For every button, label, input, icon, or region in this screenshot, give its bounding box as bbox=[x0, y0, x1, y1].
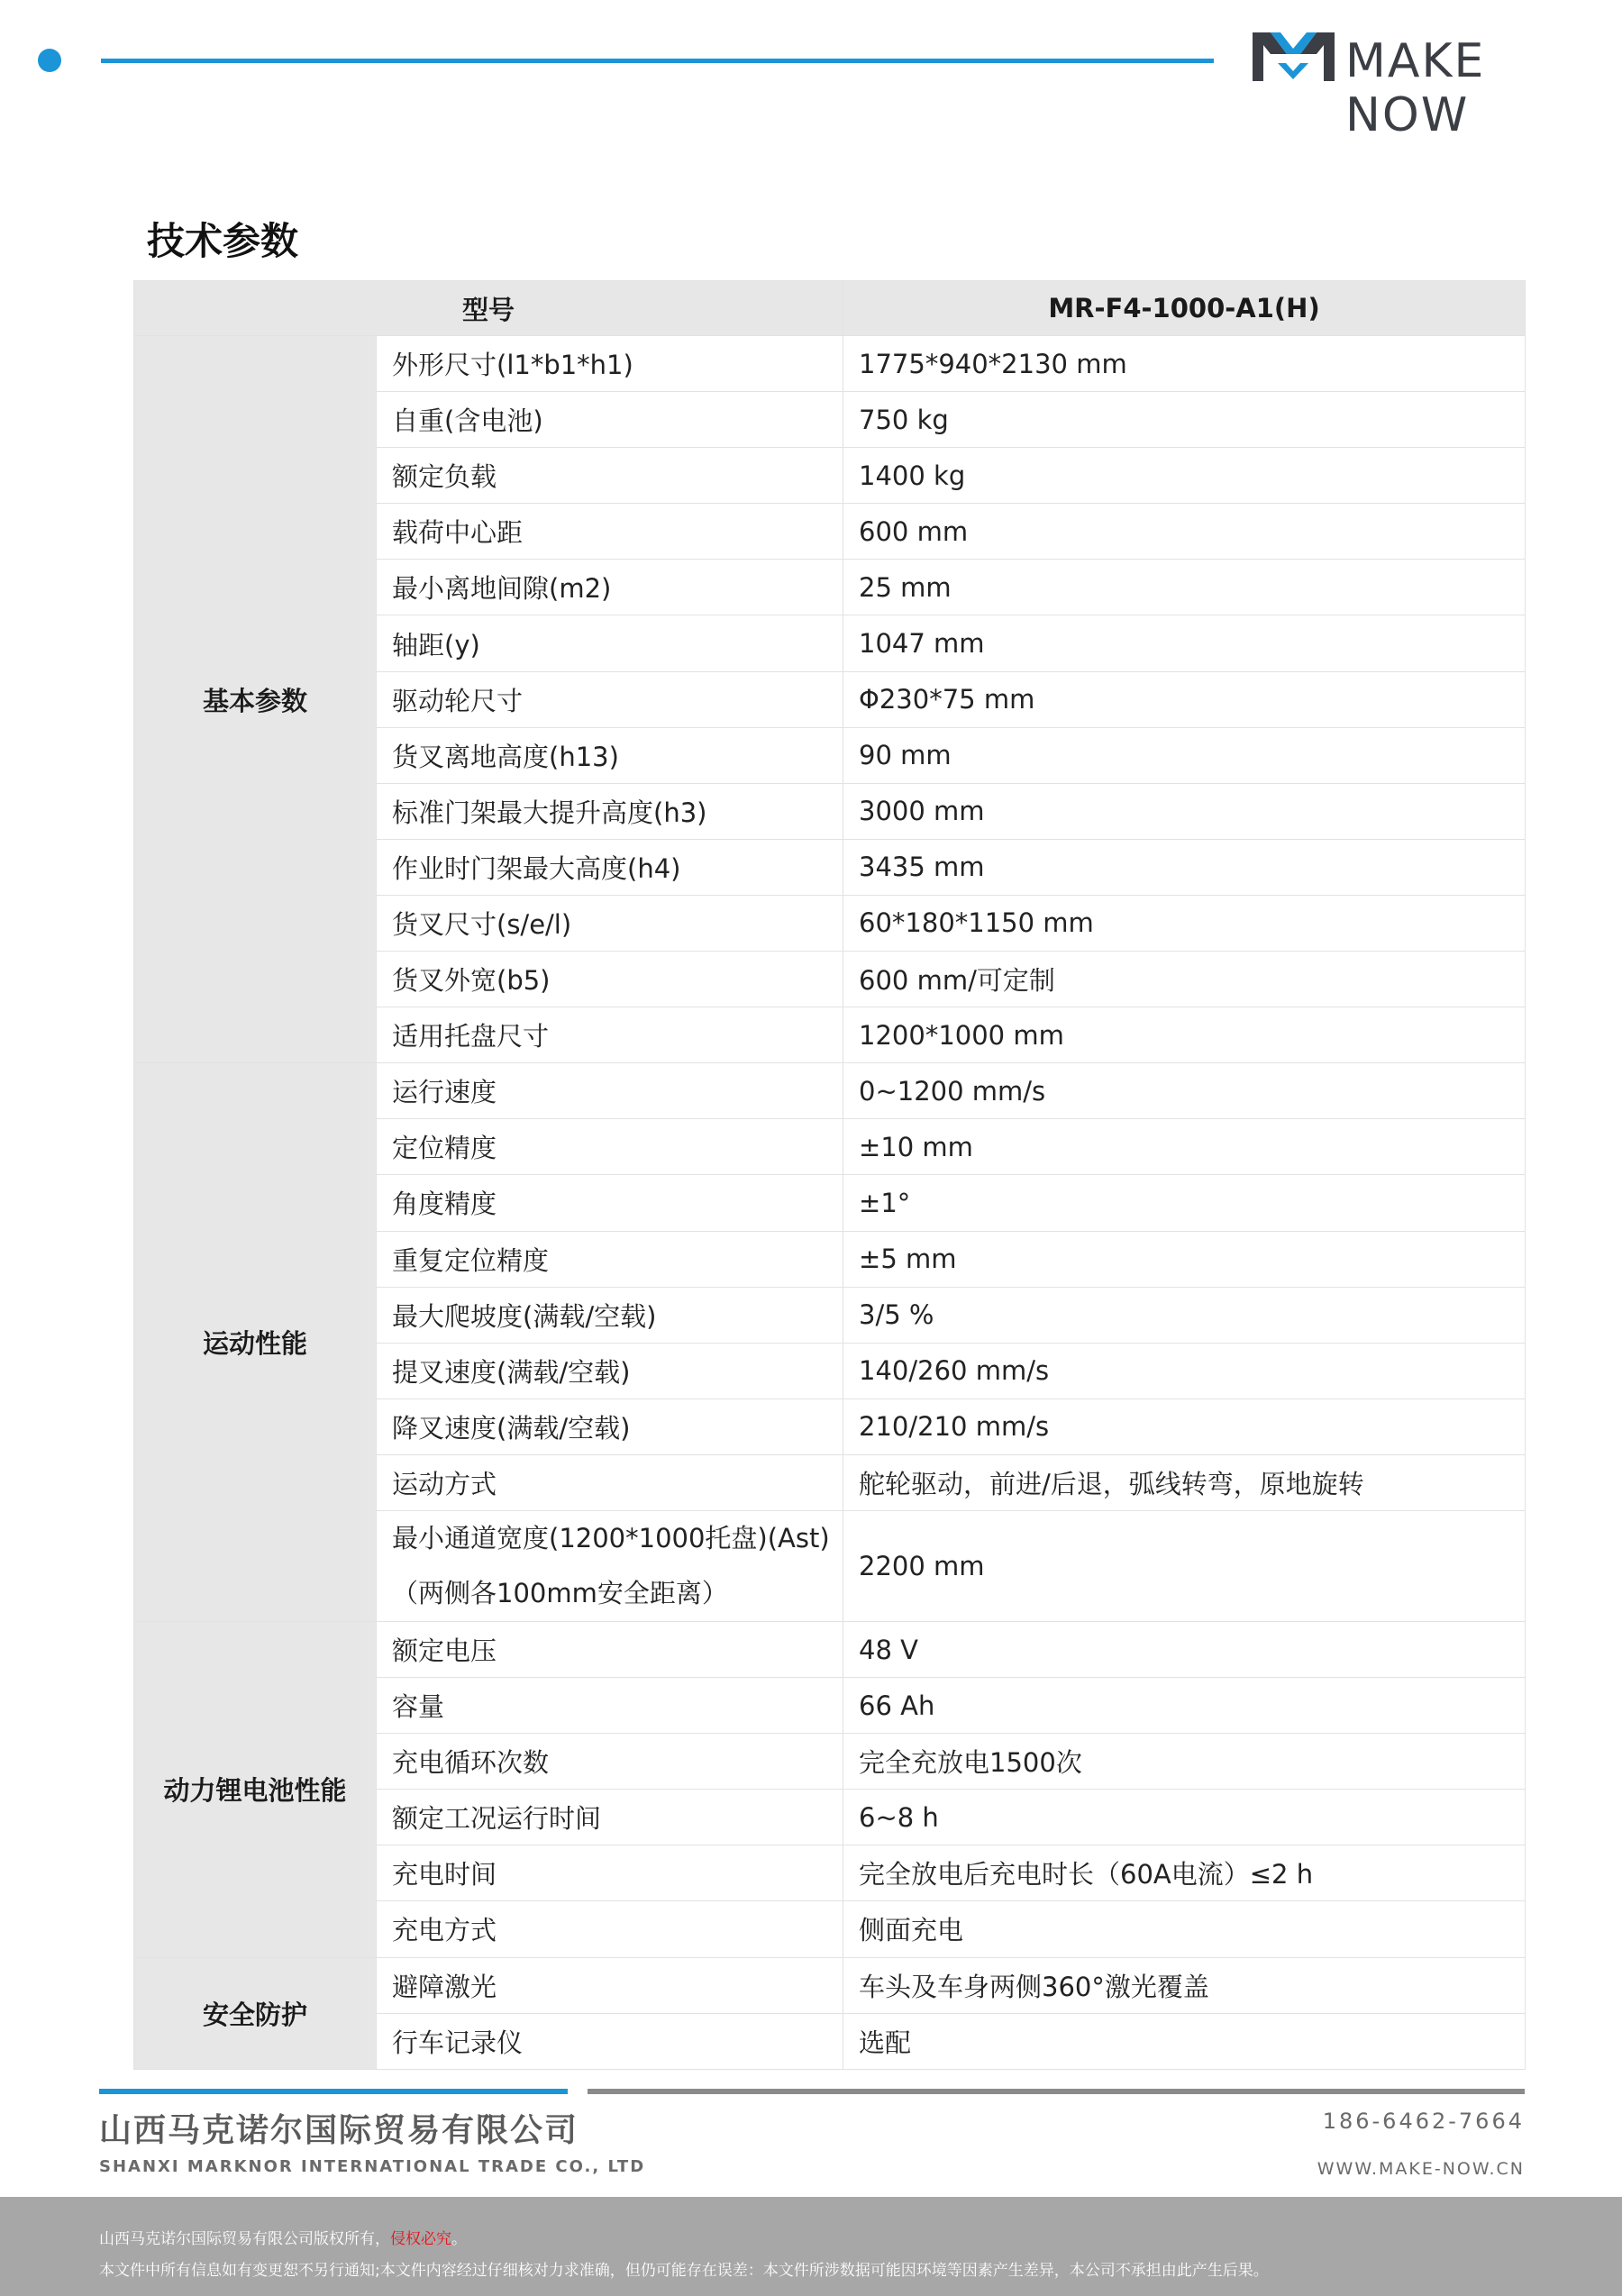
footer-rule-blue bbox=[99, 2089, 568, 2094]
param-value: 750 kg bbox=[843, 392, 1526, 448]
table-row bbox=[134, 1621, 1526, 1677]
spec-table bbox=[133, 280, 1526, 2070]
param-value: 3435 mm bbox=[843, 839, 1526, 895]
disclaimer: 本文件中所有信息如有变更恕不另行通知;本文件内容经过仔细核对力求准确，但仍可能存在误差：本文件所涉数据可能因环境等因素产生差异，本公司不承担由此产生后果。 bbox=[99, 2262, 1269, 2280]
param-value: 3/5 % bbox=[843, 1287, 1526, 1343]
param-name: 货叉尺寸(s/e/l) bbox=[377, 895, 843, 951]
param-value: 600 mm bbox=[843, 504, 1526, 560]
param-name: 行车记录仪 bbox=[377, 2013, 843, 2069]
param-value: 1775*940*2130 mm bbox=[843, 336, 1526, 392]
param-name: 降叉速度(满载/空载) bbox=[377, 1399, 843, 1454]
param-name: 提叉速度(满载/空载) bbox=[377, 1343, 843, 1399]
param-name-line1: 最小通道宽度(1200*1000托盘)(Ast) bbox=[392, 1522, 830, 1553]
param-name: 最小离地间隙(m2) bbox=[377, 560, 843, 615]
header-rule bbox=[101, 59, 1214, 63]
param-name: 标准门架最大提升高度(h3) bbox=[377, 783, 843, 839]
param-name: 重复定位精度 bbox=[377, 1231, 843, 1287]
param-name: 角度精度 bbox=[377, 1175, 843, 1231]
param-name: 运行速度 bbox=[377, 1063, 843, 1119]
param-name: 外形尺寸(l1*b1*h1) bbox=[377, 336, 843, 392]
param-name-line2: （两侧各100mm安全距离） bbox=[392, 1577, 728, 1608]
param-name: 充电方式 bbox=[377, 1901, 843, 1957]
param-value: 侧面充电 bbox=[843, 1901, 1526, 1957]
copyright-warning: 侵权必究 bbox=[390, 2230, 451, 2248]
param-name bbox=[377, 1510, 843, 1621]
copyright-notice bbox=[99, 2226, 467, 2248]
param-value: 2200 mm bbox=[843, 1510, 1526, 1621]
param-name: 额定工况运行时间 bbox=[377, 1790, 843, 1845]
spec-table-header bbox=[134, 281, 1526, 336]
param-name: 充电时间 bbox=[377, 1845, 843, 1901]
param-value: 3000 mm bbox=[843, 783, 1526, 839]
param-value: 48 V bbox=[843, 1621, 1526, 1677]
make-now-logo-mark-icon bbox=[1251, 27, 1336, 87]
param-value: 210/210 mm/s bbox=[843, 1399, 1526, 1454]
param-name: 定位精度 bbox=[377, 1119, 843, 1175]
page-title: 技术参数 bbox=[147, 219, 299, 263]
param-name: 载荷中心距 bbox=[377, 504, 843, 560]
param-value: Φ230*75 mm bbox=[843, 671, 1526, 727]
param-name: 最大爬坡度(满载/空载) bbox=[377, 1287, 843, 1343]
group-safety: 安全防护 bbox=[134, 1957, 377, 2069]
param-value: 1400 kg bbox=[843, 448, 1526, 504]
param-value: 选配 bbox=[843, 2013, 1526, 2069]
header-dot bbox=[38, 49, 61, 72]
company-name-cn: 山西马克诺尔国际贸易有限公司 bbox=[99, 2112, 579, 2149]
param-name: 运动方式 bbox=[377, 1454, 843, 1510]
group-basic: 基本参数 bbox=[134, 336, 377, 1063]
param-value: 6~8 h bbox=[843, 1790, 1526, 1845]
param-value: 完全充放电1500次 bbox=[843, 1734, 1526, 1790]
param-value: 25 mm bbox=[843, 560, 1526, 615]
param-name: 额定负载 bbox=[377, 448, 843, 504]
param-value: ±5 mm bbox=[843, 1231, 1526, 1287]
param-name: 轴距(y) bbox=[377, 615, 843, 671]
copyright-text: 山西马克诺尔国际贸易有限公司版权所有， bbox=[99, 2230, 390, 2248]
param-value: 1047 mm bbox=[843, 615, 1526, 671]
param-value: 车头及车身两侧360°激光覆盖 bbox=[843, 1957, 1526, 2013]
param-value: 1200*1000 mm bbox=[843, 1007, 1526, 1063]
model-value: MR-F4-1000-A1(H) bbox=[843, 281, 1526, 336]
param-value: 60*180*1150 mm bbox=[843, 895, 1526, 951]
param-name: 货叉离地高度(h13) bbox=[377, 727, 843, 783]
copyright-end: 。 bbox=[451, 2230, 467, 2248]
group-battery: 动力锂电池性能 bbox=[134, 1621, 377, 1957]
footer-rule-gray bbox=[588, 2089, 1525, 2094]
param-value: 140/260 mm/s bbox=[843, 1343, 1526, 1399]
company-name-en: SHANXI MARKNOR INTERNATIONAL TRADE CO., LTD bbox=[99, 2157, 646, 2176]
param-name: 自重(含电池) bbox=[377, 392, 843, 448]
param-value: ±1° bbox=[843, 1175, 1526, 1231]
group-motion: 运动性能 bbox=[134, 1063, 377, 1622]
param-value: 舵轮驱动，前进/后退，弧线转弯，原地旋转 bbox=[843, 1454, 1526, 1510]
contact-phone: 186-6462-7664 bbox=[1322, 2109, 1525, 2134]
brand-logo-text: MAKE NOW bbox=[1345, 34, 1486, 142]
table-row bbox=[134, 1957, 1526, 2013]
param-name: 避障激光 bbox=[377, 1957, 843, 2013]
table-row bbox=[134, 1063, 1526, 1119]
param-name: 货叉外宽(b5) bbox=[377, 952, 843, 1007]
brand-logo bbox=[1251, 27, 1593, 142]
param-value: ±10 mm bbox=[843, 1119, 1526, 1175]
table-row bbox=[134, 336, 1526, 392]
model-label: 型号 bbox=[134, 281, 843, 336]
param-name: 驱动轮尺寸 bbox=[377, 671, 843, 727]
param-value: 600 mm/可定制 bbox=[843, 952, 1526, 1007]
param-value: 0~1200 mm/s bbox=[843, 1063, 1526, 1119]
param-name: 适用托盘尺寸 bbox=[377, 1007, 843, 1063]
param-name: 容量 bbox=[377, 1678, 843, 1734]
param-name: 额定电压 bbox=[377, 1621, 843, 1677]
param-value: 66 Ah bbox=[843, 1678, 1526, 1734]
website-link[interactable]: WWW.MAKE-NOW.CN bbox=[1317, 2159, 1525, 2179]
param-name: 作业时门架最大高度(h4) bbox=[377, 839, 843, 895]
param-value: 完全放电后充电时长（60A电流）≤2 h bbox=[843, 1845, 1526, 1901]
param-value: 90 mm bbox=[843, 727, 1526, 783]
param-name: 充电循环次数 bbox=[377, 1734, 843, 1790]
